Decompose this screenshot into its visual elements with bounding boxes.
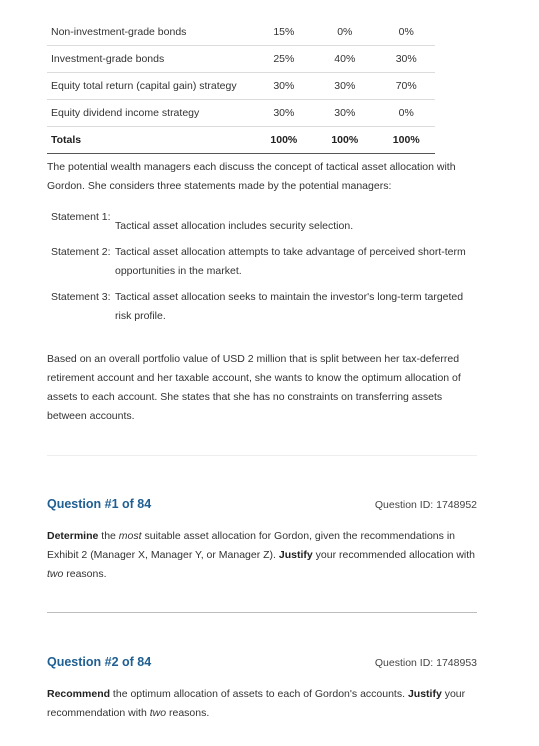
question-verb: Justify — [407, 688, 442, 700]
cell-manager-y: 40% — [312, 46, 377, 73]
question-verb: Justify — [278, 549, 313, 561]
row-label: Equity dividend income strategy — [47, 100, 256, 127]
totals-row — [47, 127, 435, 154]
statement-label: Statement 2: — [51, 246, 111, 258]
question-verb: Recommend — [47, 688, 111, 700]
row-label: Non-investment-grade bonds — [47, 19, 256, 46]
cell-manager-x: 30% — [256, 73, 313, 100]
table-row — [47, 19, 435, 46]
question-text — [47, 685, 479, 723]
portfolio-paragraph: Based on an overall portfolio value of USD 2 million that is split between her tax-deferred retirement account and her taxable account, she wants to know the optimum allocation of assets to each account. She states that she has no constraints on transferring assets between accounts. — [47, 353, 461, 422]
question-header — [47, 655, 477, 669]
cell-manager-y: 0% — [312, 19, 377, 46]
question-text — [47, 527, 479, 584]
question-title: Question #2 of 84 — [47, 655, 152, 669]
table-row — [47, 73, 435, 100]
text-run: your recommendation with — [47, 688, 466, 719]
total-manager-y: 100% — [312, 127, 377, 154]
statement-text: Tactical asset allocation attempts to take advantage of perceived short-term opportunities in the market. — [115, 246, 466, 277]
statement-text: Tactical asset allocation seeks to maintain the investor's long-term targeted risk profile. — [115, 291, 464, 322]
table-row — [47, 100, 435, 127]
intro-paragraph: The potential wealth managers each discuss the concept of tactical asset allocation with Gordon. She considers three statements made by the potential managers: — [47, 161, 456, 192]
question-id: Question ID: 1748953 — [374, 657, 477, 669]
emphasis: two — [149, 707, 167, 719]
text-run: the optimum allocation of assets to each of Gordon's accounts. — [110, 688, 408, 700]
cell-manager-z: 30% — [377, 46, 435, 73]
question-title: Question #1 of 84 — [47, 497, 152, 511]
total-manager-x: 100% — [256, 127, 313, 154]
question-id: Question ID: 1748952 — [374, 499, 477, 511]
statement-label: Statement 3: — [51, 291, 111, 303]
statement-label: Statement 1: — [51, 211, 111, 223]
cell-manager-z: 0% — [377, 19, 435, 46]
cell-manager-x: 30% — [256, 100, 313, 127]
divider — [47, 455, 477, 456]
statement-item — [47, 243, 477, 281]
cell-manager-y: 30% — [312, 100, 377, 127]
statement-item — [47, 208, 477, 236]
text-run: reasons. — [166, 707, 210, 719]
totals-label: Totals — [47, 127, 256, 154]
table-row — [47, 46, 435, 73]
divider — [47, 612, 477, 613]
cell-manager-y: 30% — [312, 73, 377, 100]
text-run: suitable asset allocation for Gordon, given the recommendations in Exhibit 2 (Manager X, Manager Y, or Manager Z). — [47, 530, 455, 561]
statement-text: Tactical asset allocation includes security selection. — [115, 220, 354, 232]
cell-manager-z: 70% — [377, 73, 435, 100]
cell-manager-x: 15% — [256, 19, 313, 46]
allocation-table — [47, 19, 435, 154]
text-run: the — [98, 530, 119, 542]
statements-list — [47, 208, 477, 333]
emphasis: two — [47, 568, 64, 580]
cell-manager-x: 25% — [256, 46, 313, 73]
question-header — [47, 497, 477, 511]
statement-item — [47, 288, 477, 326]
text-run: reasons. — [63, 568, 107, 580]
emphasis: most — [118, 530, 142, 542]
total-manager-z: 100% — [377, 127, 435, 154]
cell-manager-z: 0% — [377, 100, 435, 127]
text-run: your recommended allocation with — [312, 549, 475, 561]
row-label: Investment-grade bonds — [47, 46, 256, 73]
row-label: Equity total return (capital gain) strategy — [47, 73, 256, 100]
question-verb: Determine — [47, 530, 99, 542]
